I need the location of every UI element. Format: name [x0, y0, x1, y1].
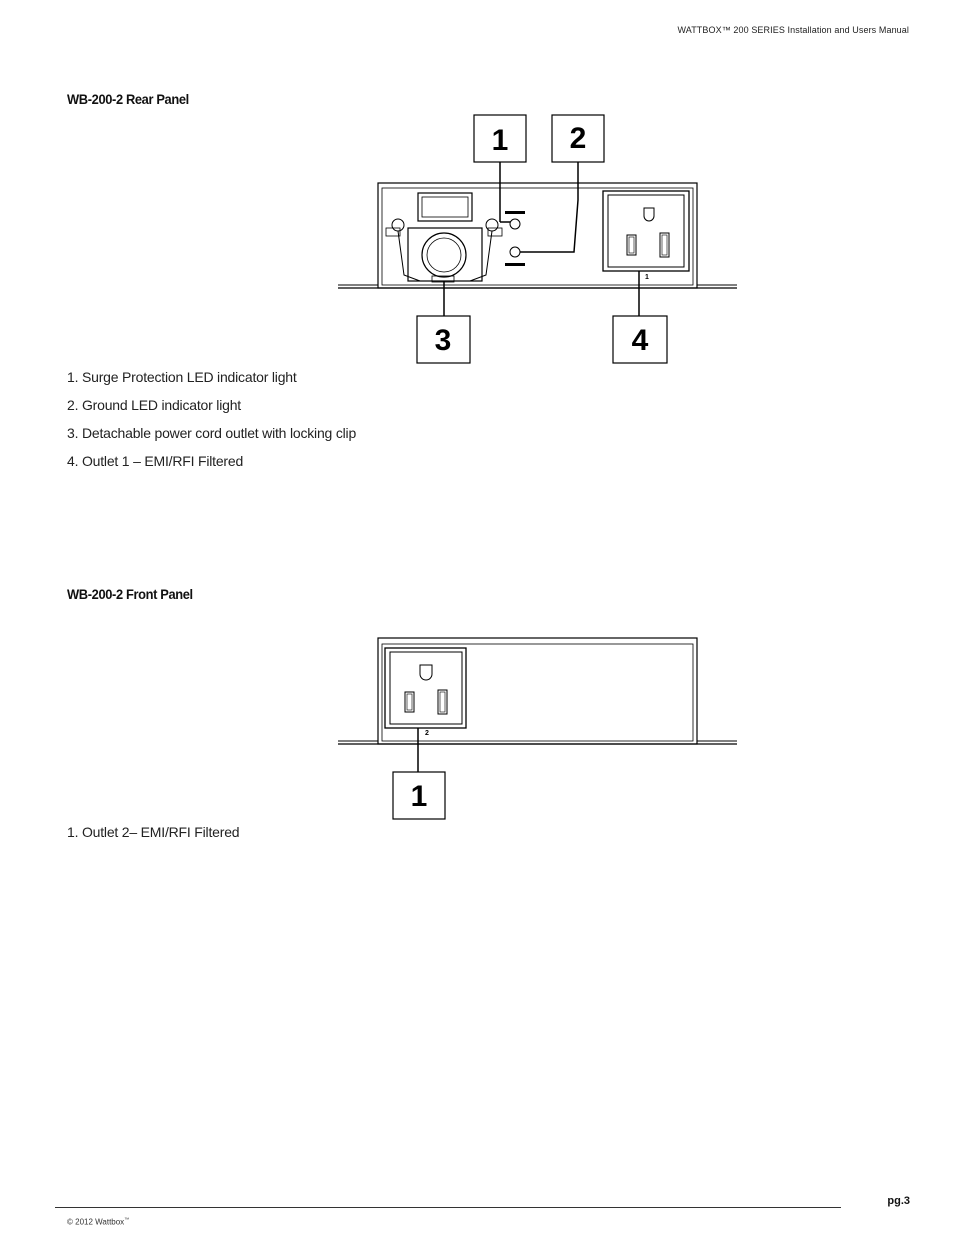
- front-panel-diagram: [0, 620, 954, 830]
- rear-callout-2: [552, 115, 604, 162]
- rear-list-item-3: 3. Detachable power cord outlet with locking clip: [67, 425, 357, 441]
- rear-list-item-2: 2. Ground LED indicator light: [67, 397, 241, 413]
- rear-outlet-1-label: 1: [645, 274, 649, 281]
- rear-callout-1: [474, 115, 526, 162]
- rear-panel-title: WB-200-2 Rear Panel: [67, 91, 189, 107]
- page-number: pg.3: [887, 1195, 910, 1207]
- front-callout-1: [393, 772, 445, 819]
- rear-power-inlet: [386, 219, 502, 282]
- rear-list-item-1: 1. Surge Protection LED indicator light: [67, 369, 297, 385]
- rear-callout-1-label: 1: [491, 124, 509, 157]
- rear-outlet-1: [603, 191, 689, 281]
- rear-ground-led: [505, 247, 525, 266]
- rear-callout-3: [417, 316, 470, 363]
- front-list-item-1: 1. Outlet 2– EMI/RFI Filtered: [67, 824, 240, 840]
- rear-callout-2-label: 2: [569, 122, 587, 155]
- front-panel-title: WB-200-2 Front Panel: [67, 586, 193, 602]
- footer-divider: [55, 1207, 841, 1208]
- front-outlet-2-label: 2: [425, 730, 429, 737]
- rear-panel-diagram: [0, 0, 954, 600]
- rear-callout-4-label: 4: [631, 324, 649, 357]
- rear-surge-led: [505, 211, 525, 229]
- front-outlet-2: [385, 648, 466, 737]
- manual-header-title: WATTBOX™ 200 SERIES Installation and Users Manual: [677, 25, 909, 35]
- rear-callout-3-label: 3: [434, 324, 452, 357]
- rear-callout-4: [613, 316, 667, 363]
- footer-copyright: © 2012 Wattbox™: [67, 1217, 130, 1227]
- front-callout-1-label: 1: [410, 780, 428, 813]
- rear-list-item-4: 4. Outlet 1 – EMI/RFI Filtered: [67, 453, 244, 469]
